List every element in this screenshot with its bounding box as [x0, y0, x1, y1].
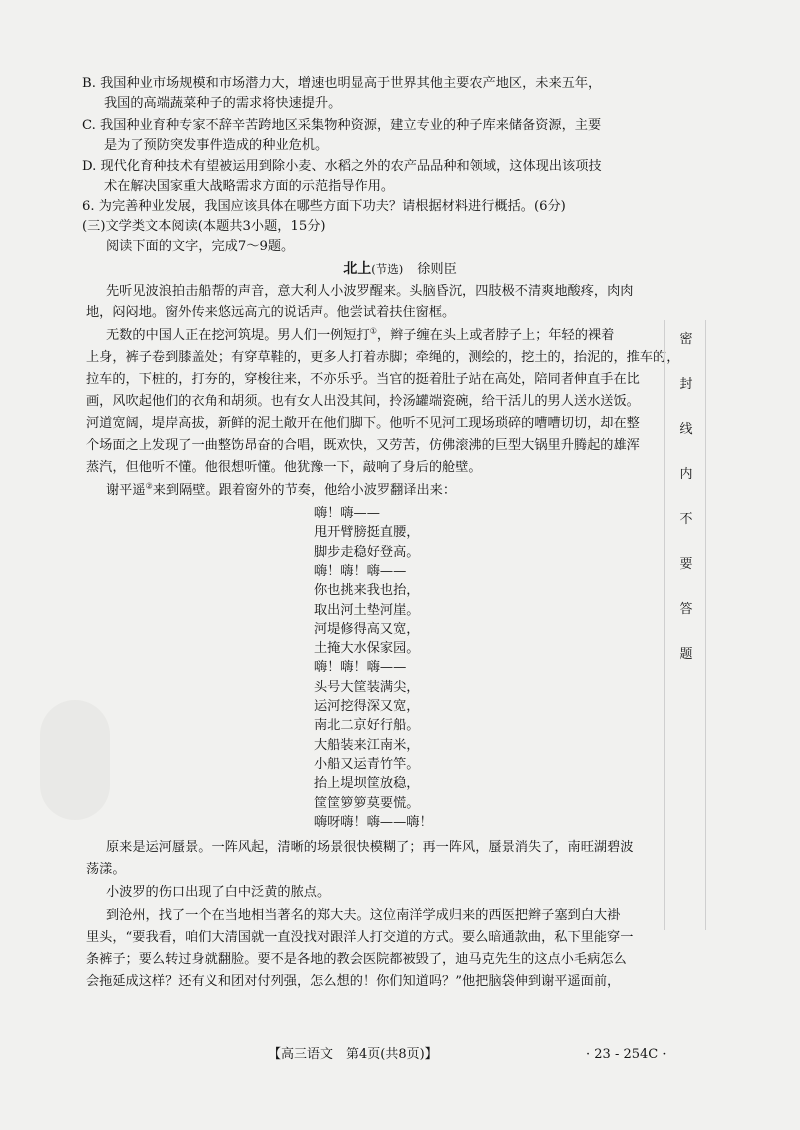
poem-line: 嗨！嗨！嗨—— [314, 563, 407, 579]
passage-p3 [106, 481, 666, 500]
passage-p2-line1-b: ，辫子缠在头上或者脖子上；年轻的裸着 [376, 328, 615, 343]
passage-p2-line4: 画，风吹起他们的衣角和胡须。也有女人出没其间，拎汤罐端瓷碗，给干活儿的男人送水送饭。 [86, 394, 640, 409]
passage-p2-line1-a: 无数的中国人正在挖河筑堤。男人们一例短打 [106, 328, 370, 343]
passage-p6-line4: 会拖延成这样？还有义和团对付列强，怎么想的！你们知道吗？”他把脑袋伸到谢平遥面前， [86, 974, 621, 989]
poem-line: 筐筐箩箩莫要慌。 [314, 795, 420, 811]
poem-line: 取出河土垫河崖。 [314, 602, 420, 618]
passage-p2-line3: 拉车的，下桩的，打夯的，穿梭往来，不亦乐乎。当官的挺着肚子站在高处，陪同者伸直手在比 [86, 372, 640, 387]
poem-line: 小船又运青竹竿。 [314, 756, 420, 772]
passage-title-sub: (节选) [371, 262, 404, 276]
passage-title [0, 260, 800, 279]
passage-p2-line2: 上身，裤子卷到膝盖处；有穿草鞋的，更多人打着赤脚；牵绳的，测绘的，挖土的，抬泥的，推车的， [86, 350, 680, 365]
passage-p2-line1 [106, 326, 666, 345]
poem-line: 嗨！嗨—— [314, 506, 380, 521]
footnote-mark-2: ② [145, 481, 153, 491]
passage-p3-a: 谢平遥 [106, 483, 146, 498]
seal-char: 内 [679, 467, 693, 482]
footnote-mark-1: ① [369, 326, 377, 336]
passage-p1-line2: 地，闷闷地。窗外传来悠远高亢的说话声。他尝试着扶住窗框。 [86, 305, 456, 320]
option-d-line1: D. 现代化育种技术有望被运用到除小麦、水稻之外的农产品品种和领域，这体现出该项技 [82, 159, 602, 174]
poem-line: 南北二京好行船。 [314, 718, 420, 734]
poem-line: 脚步走稳好登高。 [314, 544, 420, 560]
passage-p4-line2: 荡漾。 [86, 862, 126, 877]
poem-line: 嗨！嗨！嗨—— [314, 660, 407, 676]
poem-line: 抬上堤坝筐放稳， [314, 776, 420, 792]
passage-p3-b: 来到隔壁。跟着窗外的节奏，他给小波罗翻译出来： [152, 483, 457, 498]
footer-page-info: 【高三语文 第4页(共8页)】 [268, 1047, 438, 1062]
seal-char: 不 [679, 512, 693, 527]
question-6: 6. 为完善种业发展，我国应该具体在哪些方面下功夫？请根据材料进行概括。(6分) [82, 199, 566, 214]
footer-exam-code: · 23 - 254C · [586, 1047, 667, 1062]
section-header: (三)文学类文本阅读(本题共3小题，15分) [82, 219, 326, 234]
option-c-line2: 是为了预防突发事件造成的种业危机。 [104, 138, 329, 153]
poem-line: 大船装来江南米， [314, 737, 420, 753]
poem-line: 运河挖得深又宽， [314, 699, 420, 714]
seal-char: 要 [679, 557, 693, 572]
option-c-line1: C. 我国种业育种专家不辞辛苦跨地区采集物种资源，建立专业的种子库来储备资源，主要 [82, 118, 602, 133]
option-b-line2: 我国的高端蔬菜种子的需求将快速提升。 [104, 96, 342, 111]
option-b-line1: B. 我国种业市场规模和市场潜力大，增速也明显高于世界其他主要农产地区，未来五年， [82, 76, 602, 91]
passage-p2-line5: 河道宽阔，堤岸高拔，新鲜的泥土敞开在他们脚下。他听不见河工现场琐碎的嘈嘈切切，却在整 [86, 416, 640, 431]
passage-p6-line2: 里头，“要我看，咱们大清国就一直没找对跟洋人打交道的方式。要么暗通款曲，私下里能穿一 [86, 930, 634, 945]
passage-p5: 小波罗的伤口出现了白中泛黄的脓点。 [106, 885, 331, 900]
poem-line: 河堤修得高又宽， [314, 621, 420, 637]
passage-p2-line6: 个场面之上发现了一曲整饬昂奋的合唱，既欢快，又劳苦，仿佛滚沸的巨型大锅里升腾起的雄浑 [86, 438, 640, 453]
poem-line: 土掩大水保家园。 [314, 641, 420, 657]
poem-line: 嗨呀嗨！嗨——嗨！ [314, 814, 433, 830]
passage-title-main: 北上 [343, 261, 372, 277]
passage-p4-line1: 原来是运河蜃景。一阵风起，清晰的场景很快模糊了；再一阵风，蜃景消失了，南旺湖碧波 [106, 840, 634, 855]
passage-p6-line1: 到沧州，找了一个在当地相当著名的郑大夫。这位南洋学成归来的西医把辫子塞到白大褂 [106, 908, 621, 923]
reading-instruction: 阅读下面的文字，完成7～9题。 [106, 239, 295, 254]
seal-line-text [676, 330, 696, 690]
option-d-line2: 术在解决国家重大战略需求方面的示范指导作用。 [104, 179, 395, 194]
seal-char: 题 [679, 647, 693, 662]
seal-char: 线 [679, 422, 693, 437]
poem-line: 你也挑来我也抬， [314, 583, 420, 599]
passage-p6-line3: 条裤子；要么转过身就翻脸。要不是各地的教会医院都被毁了，迪马克先生的这点小毛病怎么 [86, 952, 627, 967]
scan-smudge [40, 700, 110, 820]
passage-p2-line7: 蒸汽，但他听不懂。他很想听懂。他犹豫一下，敲响了身后的舱壁。 [86, 460, 482, 475]
passage-author: 徐则臣 [417, 262, 457, 277]
seal-char: 封 [679, 377, 693, 392]
seal-char: 密 [679, 332, 693, 347]
seal-char: 答 [679, 602, 693, 617]
poem-line: 头号大筐装满尖， [314, 679, 420, 695]
passage-p1-line1: 先听见波浪拍击船帮的声音，意大利人小波罗醒来。头脑昏沉，四肢极不清爽地酸疼，肉肉 [106, 284, 634, 299]
poem-line: 甩开臂膀挺直腰， [314, 525, 420, 541]
